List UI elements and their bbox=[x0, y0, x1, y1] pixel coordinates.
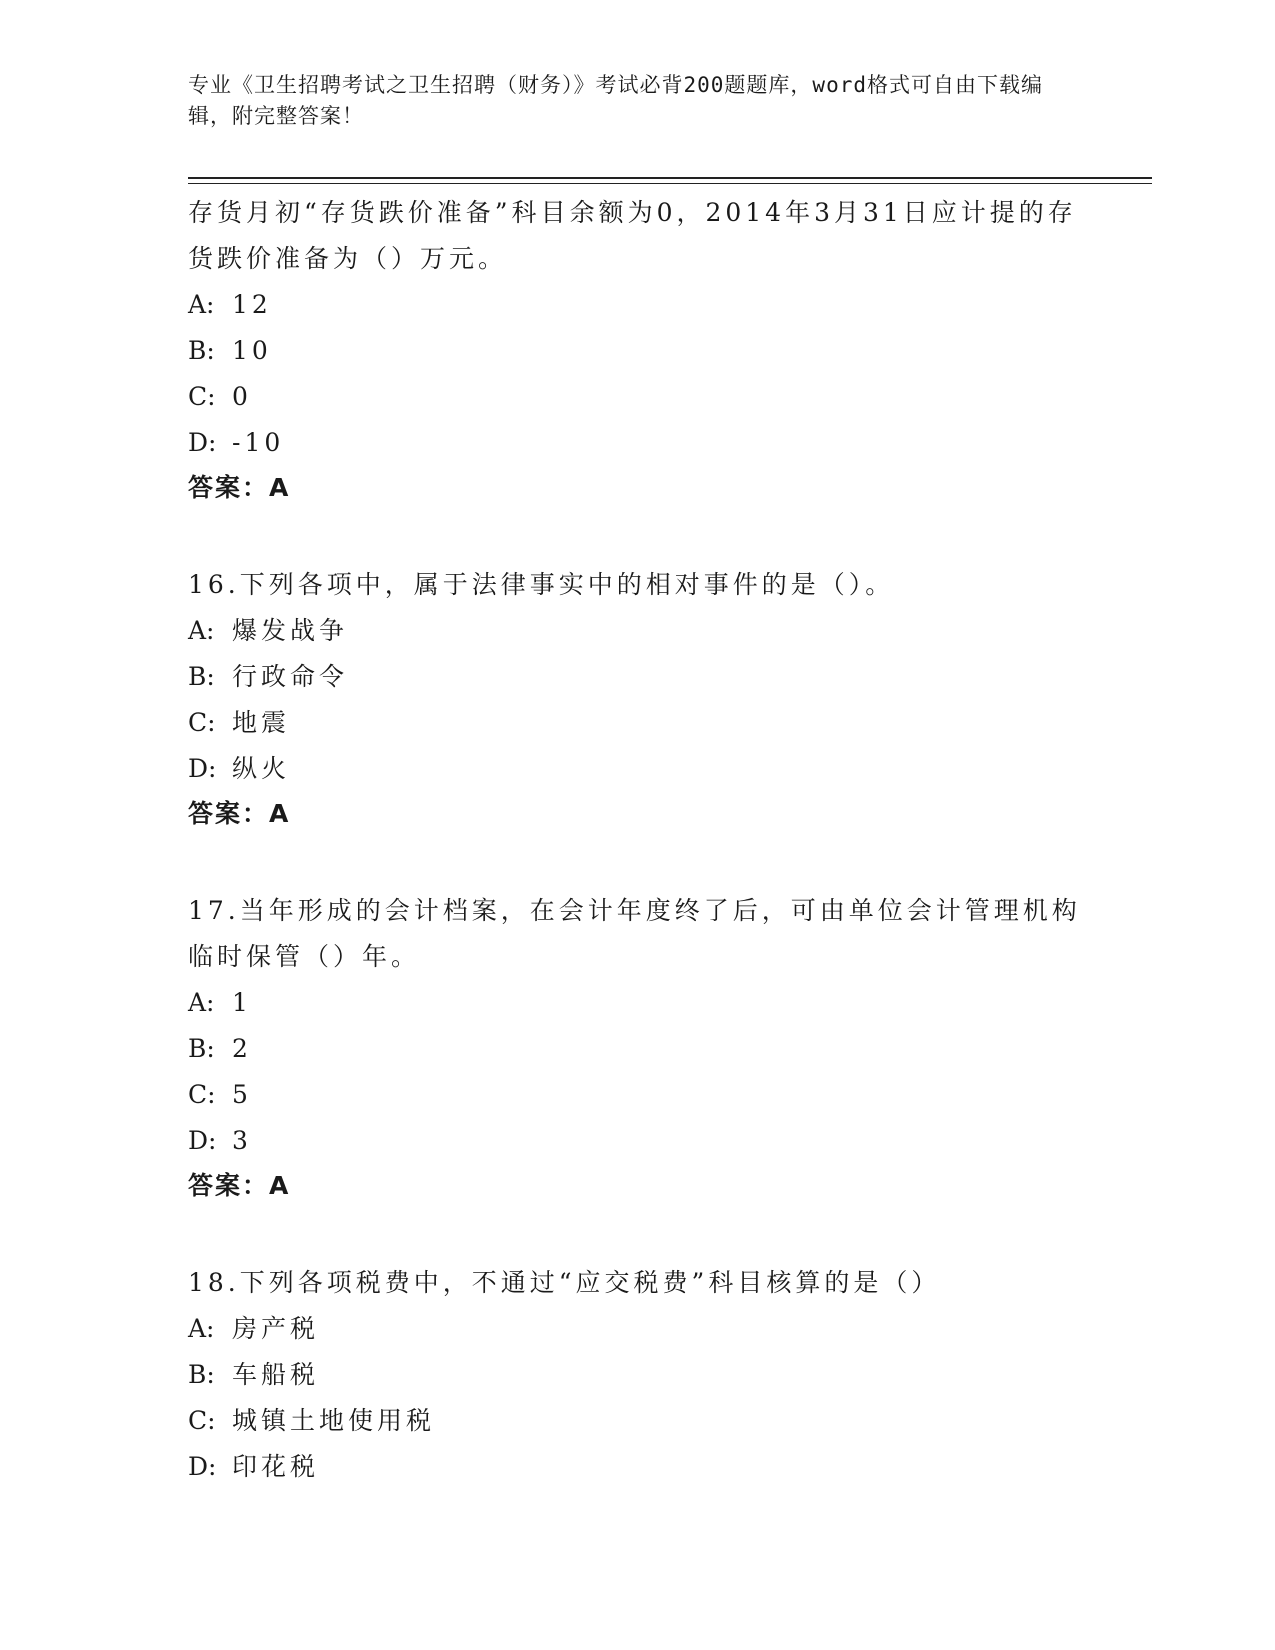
question-spacer bbox=[188, 1208, 1088, 1258]
question-text: 存货月初“存货跌价准备”科目余额为0，2014年3月31日应计提的存货跌价准备为（）万元。 bbox=[188, 198, 1077, 273]
question-list bbox=[188, 188, 1088, 1490]
option-d bbox=[188, 420, 1088, 466]
option-label: C: bbox=[188, 382, 216, 411]
option-value: 地震 bbox=[232, 708, 291, 737]
option-label: D: bbox=[188, 428, 217, 457]
option-label: A: bbox=[188, 988, 215, 1017]
option-value: 房产税 bbox=[232, 1314, 320, 1343]
question-spacer bbox=[188, 836, 1088, 886]
option-c bbox=[188, 374, 1088, 420]
question-text: 16.下列各项中，属于法律事实中的相对事件的是（）。 bbox=[188, 570, 895, 599]
option-c bbox=[188, 1072, 1088, 1118]
option-c bbox=[188, 700, 1088, 746]
option-value: 印花税 bbox=[232, 1452, 320, 1481]
option-d bbox=[188, 1444, 1088, 1490]
option-label: B: bbox=[188, 662, 215, 691]
option-label: B: bbox=[188, 336, 215, 365]
option-label: B: bbox=[188, 1034, 215, 1063]
option-b bbox=[188, 1352, 1088, 1398]
answer-line: 答案：A bbox=[188, 473, 291, 502]
option-label: C: bbox=[188, 1406, 216, 1435]
option-c bbox=[188, 1398, 1088, 1444]
question-block bbox=[188, 560, 1088, 836]
option-value: 城镇土地使用税 bbox=[232, 1406, 436, 1435]
question-block bbox=[188, 188, 1088, 510]
option-label: A: bbox=[188, 616, 215, 645]
option-label: D: bbox=[188, 754, 217, 783]
option-value: 12 bbox=[232, 290, 272, 319]
option-label: B: bbox=[188, 1360, 215, 1389]
option-label: D: bbox=[188, 1452, 217, 1481]
option-value: 5 bbox=[232, 1080, 252, 1109]
option-value: 2 bbox=[232, 1034, 252, 1063]
question-block bbox=[188, 1258, 1088, 1490]
option-value: 10 bbox=[232, 336, 272, 365]
option-b bbox=[188, 1026, 1088, 1072]
option-a bbox=[188, 980, 1088, 1026]
option-label: D: bbox=[188, 1126, 217, 1155]
answer-line: 答案：A bbox=[188, 799, 291, 828]
option-value: 车船税 bbox=[232, 1360, 320, 1389]
option-value: 行政命令 bbox=[232, 662, 349, 691]
option-d bbox=[188, 746, 1088, 792]
answer-line: 答案：A bbox=[188, 1171, 291, 1200]
option-value: -10 bbox=[232, 428, 285, 457]
option-value: 爆发战争 bbox=[232, 616, 349, 645]
option-b bbox=[188, 654, 1088, 700]
option-d bbox=[188, 1118, 1088, 1164]
header-divider-top bbox=[188, 177, 1152, 179]
option-a bbox=[188, 608, 1088, 654]
option-label: A: bbox=[188, 1314, 215, 1343]
option-label: A: bbox=[188, 290, 215, 319]
option-label: C: bbox=[188, 708, 216, 737]
document-header: 专业《卫生招聘考试之卫生招聘（财务）》考试必背200题题库，word格式可自由下载编辑，附完整答案！ bbox=[188, 73, 1043, 128]
header-divider-bottom bbox=[188, 183, 1152, 184]
question-text: 17.当年形成的会计档案，在会计年度终了后，可由单位会计管理机构临时保管（）年。 bbox=[188, 896, 1081, 971]
option-b bbox=[188, 328, 1088, 374]
option-a bbox=[188, 1306, 1088, 1352]
question-spacer bbox=[188, 510, 1088, 560]
option-a bbox=[188, 282, 1088, 328]
option-label: C: bbox=[188, 1080, 216, 1109]
option-value: 1 bbox=[232, 988, 252, 1017]
question-text: 18.下列各项税费中，不通过“应交税费”科目核算的是（） bbox=[188, 1268, 941, 1297]
option-value: 0 bbox=[232, 382, 252, 411]
option-value: 3 bbox=[232, 1126, 252, 1155]
option-value: 纵火 bbox=[232, 754, 291, 783]
question-block bbox=[188, 886, 1088, 1208]
